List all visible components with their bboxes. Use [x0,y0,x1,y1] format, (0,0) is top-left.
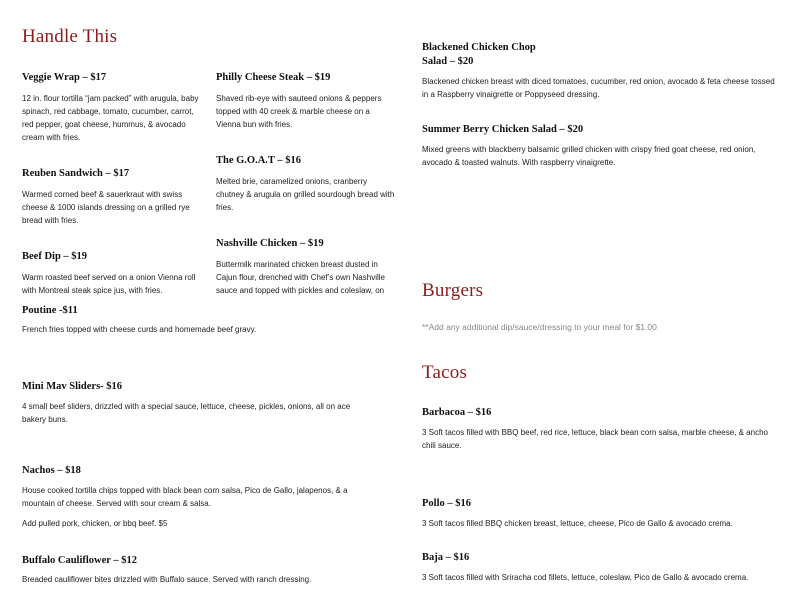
menu-item-description: French fries topped with cheese curds and homemade beef gravy. [22,325,257,334]
menu-item-beef-dip [22,250,202,297]
menu-item-description: Warmed corned beef & sauerkraut with swiss cheese & 1000 islands dressing on a grilled rye bread with fries. [22,190,190,225]
menu-item-name: Buffalo Cauliflower – $12 [22,555,138,566]
menu-item-description: 3 Soft tacos filled with BBQ beef, red rice, lettuce, black bean corn salsa, marble cheese, & ancho chili sauce. [422,428,768,450]
menu-item-name: Baja – $16 [422,552,470,563]
menu-item-name: Summer Berry Chicken Salad – $20 [422,124,584,135]
menu-item-mini-mav-sliders [22,380,367,426]
menu-item-name: Blackened Chicken Chop [422,42,536,53]
menu-item-description: House cooked tortilla chips topped with black bean corn salsa, Pico de Gallo, jalapenos, & a mountain of cheese. Served with sour cream & salsa. [22,486,348,508]
menu-item-description: 4 small beef sliders, drizzled with a special sauce, lettuce, cheese, pickles, onions, all on ace bakery buns. [22,402,351,424]
menu-item-description: Shaved rib-eye with sauteed onions & peppers topped with 40 creek & marble cheese on a Vienna bun with fries. [216,94,382,129]
menu-item-name: Nashville Chicken – $19 [216,238,324,249]
section-title-tacos: Tacos [422,362,468,383]
menu-item-description: Mixed greens with blackberry balsamic grilled chicken with crispy fried goat cheese, red onion, avocado & toasted walnuts. With raspberry vinaigrette. [422,145,756,167]
menu-item-baja [422,551,782,584]
menu-item-name: Pollo – $16 [422,498,471,509]
menu-item-nashville-chicken [216,237,396,297]
menu-item-reuben-sandwich [22,167,202,227]
menu-item-name: Beef Dip – $19 [22,251,88,262]
burgers-note: **Add any additional dip/sauce/dressing to your meal for $1.00 [422,322,657,332]
menu-item-name: Reuben Sandwich – $17 [22,168,130,179]
menu-item-pollo [422,497,782,530]
menu-item-the-goat [216,154,396,214]
menu-item-philly-cheese-steak [216,71,396,131]
menu-item-name: Veggie Wrap – $17 [22,72,107,83]
menu-item-description: 3 Soft tacos filled with Sriracha cod fillets, lettuce, coleslaw, Pico de Gallo & avocado crema. [422,573,749,582]
menu-item-name: Mini Mav Sliders- $16 [22,381,123,392]
menu-item-name: Philly Cheese Steak – $19 [216,72,331,83]
menu-item-name: Poutine -$11 [22,305,78,316]
menu-item-poutine [22,304,392,336]
menu-item-blackened-chicken-chop-salad [422,41,782,101]
menu-item-description: Breaded cauliflower bites drizzled with Buffalo sauce. Served with ranch dressing. [22,575,312,584]
menu-item-description: Warm roasted beef served on a onion Vienna roll with Montreal steak spice jus, with fries. [22,273,196,295]
menu-item-name: Nachos – $18 [22,465,81,476]
section-title-burgers: Burgers [422,280,484,301]
section-title-handle-this: Handle This [22,26,118,47]
menu-item-buffalo-cauliflower [22,554,392,586]
menu-item-name-continued: Salad – $20 [422,56,474,67]
menu-item-barbacoa [422,406,782,452]
menu-item-description: 12 in. flour tortilla “jam packed” with arugula, baby spinach, red cabbage, tomato, cucumber, carrot, red pepper, goat cheese, hummus, & avocado cream with fries. [22,94,199,142]
menu-item-description: Buttermilk marinated chicken breast dusted in Cajun flour, drenched with Chef’s own Nashville sauce and topped with pickles and coleslaw, on [216,260,385,295]
menu-item-description: 3 Soft tacos filled BBQ chicken breast, lettuce, cheese, Pico de Gallo & avocado crema. [422,519,733,528]
menu-item-description: Melted brie, caramelized onions, cranberry chutney & arugula on grilled sourdough bread with fries. [216,177,395,212]
menu-item-name: The G.O.A.T – $16 [216,155,301,166]
menu-item-name: Barbacoa – $16 [422,407,492,418]
menu-item-summer-berry-chicken-salad [422,123,782,169]
menu-item-veggie-wrap [22,71,202,144]
menu-item-description: Blackened chicken breast with diced tomatoes, cucumber, red onion, avocado & feta cheese tossed in a Raspberry vinaigrette or Poppyseed dressing. [422,77,775,99]
menu-item-add-on: Add pulled pork, chicken, or bbq beef. $5 [22,519,168,528]
menu-item-nachos [22,464,382,530]
